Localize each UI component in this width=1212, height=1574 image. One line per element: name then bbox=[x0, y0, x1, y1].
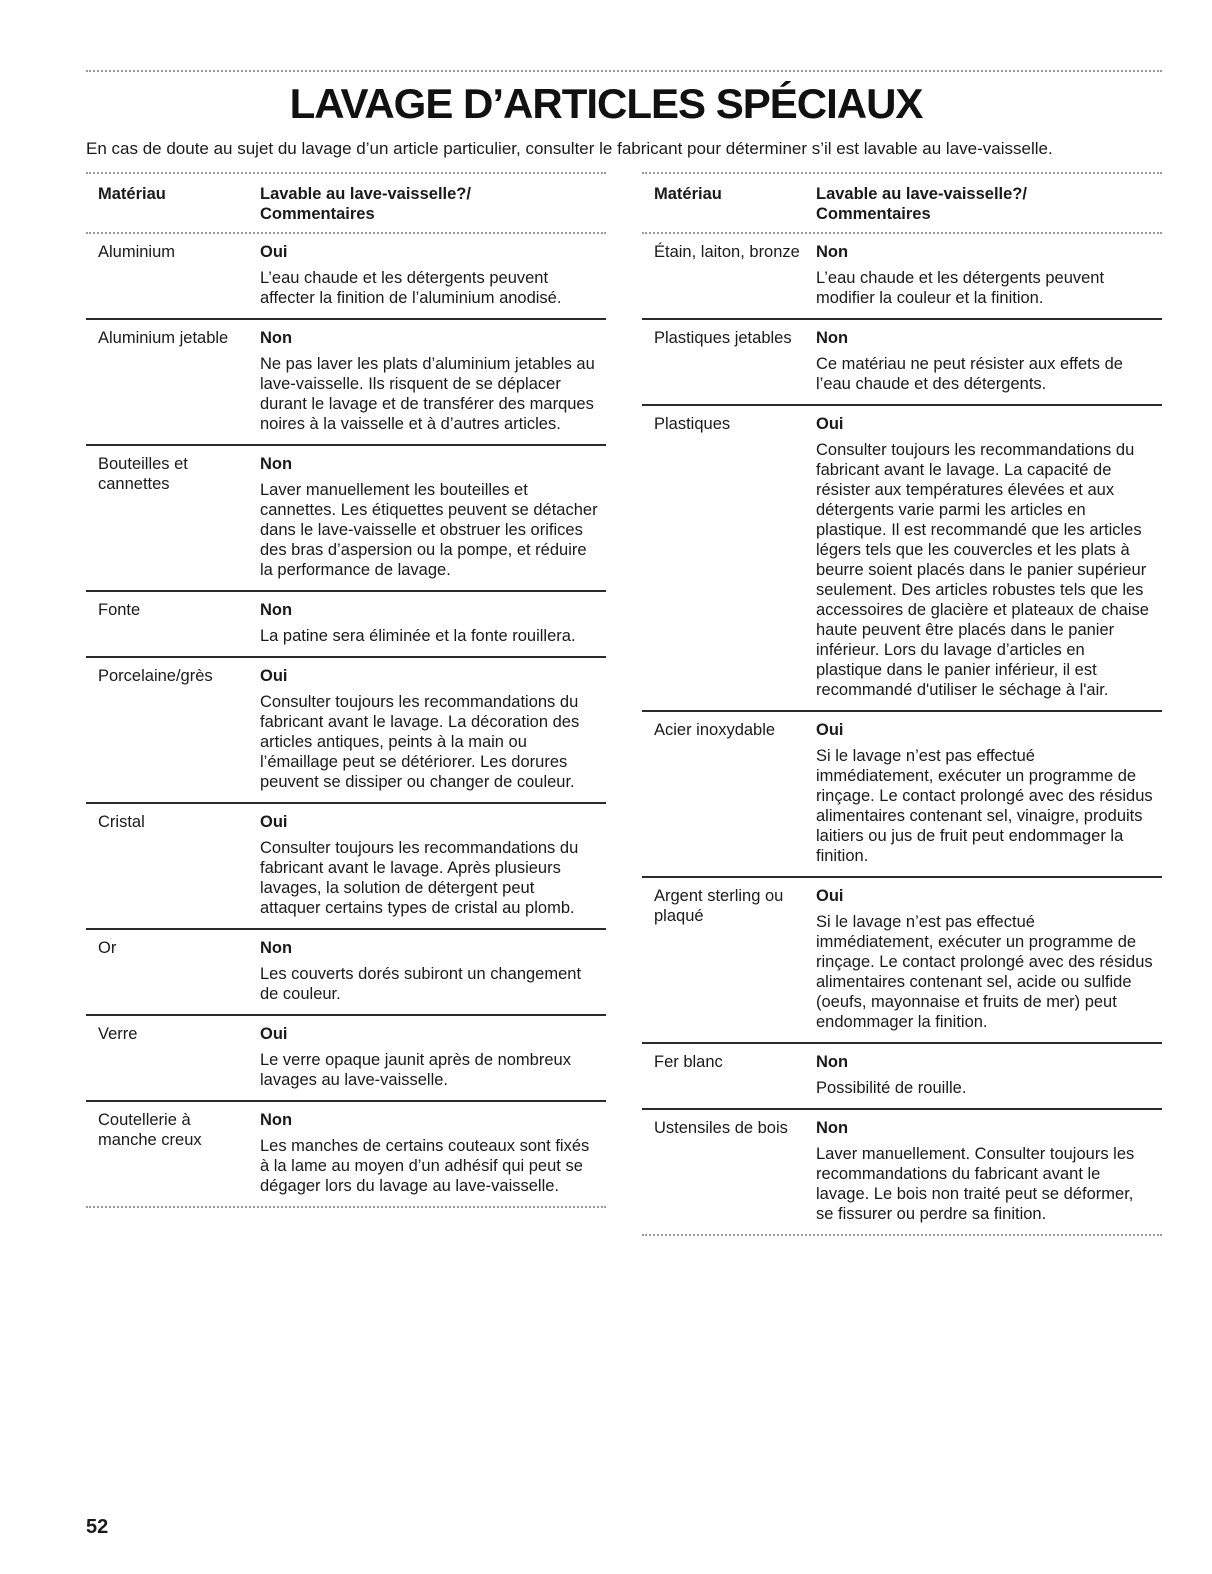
material-cell: Plastiques bbox=[654, 415, 731, 433]
dishwasher-safe-verdict: Oui bbox=[260, 243, 288, 261]
table-header bbox=[86, 172, 606, 234]
material-cell: Aluminium bbox=[98, 243, 176, 261]
table-row bbox=[86, 234, 606, 320]
material-cell: Fer blanc bbox=[654, 1053, 723, 1071]
right-rows bbox=[642, 234, 1162, 1236]
material-cell: Porcelaine/grès bbox=[98, 667, 213, 685]
dishwasher-safe-verdict: Oui bbox=[260, 1025, 288, 1043]
comment-cell bbox=[260, 666, 606, 792]
comment-cell bbox=[816, 720, 1162, 866]
comment-text: Ce matériau ne peut résister aux effets de l’eau chaude et des détergents. bbox=[816, 355, 1123, 393]
material-cell: Cristal bbox=[98, 813, 145, 831]
comment-cell bbox=[260, 812, 606, 918]
table-row bbox=[642, 406, 1162, 712]
material-cell: Bouteilles et cannettes bbox=[98, 455, 188, 493]
table-row bbox=[86, 446, 606, 592]
table-row bbox=[642, 1110, 1162, 1234]
comment-cell bbox=[816, 328, 1162, 394]
table-row bbox=[642, 878, 1162, 1044]
comment-cell bbox=[816, 886, 1162, 1032]
table-row bbox=[642, 320, 1162, 406]
comment-text: Laver manuellement. Consulter toujours les recommandations du fabricant avant le lavage. Le bois non traité peut se déformer, se fissurer ou perdre sa finition. bbox=[816, 1145, 1135, 1223]
header-comment bbox=[260, 184, 606, 224]
left-table bbox=[86, 172, 606, 1208]
table-row bbox=[86, 1016, 606, 1102]
top-divider bbox=[86, 70, 1162, 72]
comment-cell bbox=[260, 328, 606, 434]
header-comment-line2: Commentaires bbox=[816, 205, 931, 223]
comment-text: Consulter toujours les recommandations du fabricant avant le lavage. La décoration des articles antiques, peints à la main ou l’émaillage peut se détériorer. Les dorures peuvent se dissiper ou changer de couleur. bbox=[260, 693, 580, 791]
header-comment-line1: Lavable au lave-vaisselle?/ bbox=[816, 185, 1027, 203]
comment-text: Ne pas laver les plats d’aluminium jetables au lave-vaisselle. Ils risquent de se déplacer durant le lavage et de transférer des marques noires à la vaisselle et à d’autres articles. bbox=[260, 355, 595, 433]
comment-cell bbox=[260, 1110, 606, 1196]
table-row bbox=[86, 804, 606, 930]
comment-cell bbox=[816, 414, 1162, 700]
dishwasher-safe-verdict: Non bbox=[816, 243, 849, 261]
dishwasher-safe-verdict: Non bbox=[260, 601, 293, 619]
material-cell: Étain, laiton, bronze bbox=[654, 243, 800, 261]
material-cell: Verre bbox=[98, 1025, 138, 1043]
comment-cell bbox=[260, 1024, 606, 1090]
material-cell: Or bbox=[98, 939, 117, 957]
dishwasher-safe-verdict: Oui bbox=[816, 415, 844, 433]
material-cell: Acier inoxydable bbox=[654, 721, 776, 739]
comment-text: L’eau chaude et les détergents peuvent modifier la couleur et la finition. bbox=[816, 269, 1105, 307]
dishwasher-safe-verdict: Non bbox=[260, 329, 293, 347]
material-cell: Fonte bbox=[98, 601, 141, 619]
material-cell: Ustensiles de bois bbox=[654, 1119, 788, 1137]
intro-text: En cas de doute au sujet du lavage d’un article particulier, consulter le fabricant pour déterminer s’il est lavable au lave-vaisselle. bbox=[86, 139, 1053, 158]
dishwasher-safe-verdict: Oui bbox=[260, 667, 288, 685]
dishwasher-safe-verdict: Non bbox=[260, 1111, 293, 1129]
material-cell: Aluminium jetable bbox=[98, 329, 229, 347]
header-material: Matériau bbox=[98, 185, 166, 203]
comment-cell bbox=[816, 1118, 1162, 1224]
comment-text: Consulter toujours les recommandations du fabricant avant le lavage. La capacité de résister aux températures élevées et aux détergents varie parmi les articles en plastique. Il est recommandé que les articles légers tels que les couvercles et les plats à beurre soient placés dans le panier supérieur seulement. Des articles robustes tels que les accessoires de glacière et plateaux de chaise haute peuvent être placés dans le panier inférieur. Lors du lavage d’articles en plastique dans le panier inférieur, il est recommandé d'utiliser le séchage à l'air. bbox=[816, 441, 1149, 699]
dishwasher-safe-verdict: Non bbox=[260, 939, 293, 957]
table-header bbox=[642, 172, 1162, 234]
comment-text: Si le lavage n’est pas effectué immédiatement, exécuter un programme de rinçage. Le contact prolongé avec des résidus alimentaires contenant sel, vinaigre, produits laitiers ou jus de fruit peut endommager la finition. bbox=[816, 747, 1153, 865]
header-material: Matériau bbox=[654, 185, 722, 203]
table-row bbox=[86, 930, 606, 1016]
page-title: LAVAGE D’ARTICLES SPÉCIAUX bbox=[289, 80, 923, 127]
header-comment bbox=[816, 184, 1162, 224]
comment-cell bbox=[816, 242, 1162, 308]
comment-text: La patine sera éliminée et la fonte rouillera. bbox=[260, 627, 576, 645]
table-row bbox=[86, 658, 606, 804]
header-comment-line1: Lavable au lave-vaisselle?/ bbox=[260, 185, 471, 203]
material-cell: Plastiques jetables bbox=[654, 329, 792, 347]
table-row bbox=[86, 1102, 606, 1206]
dishwasher-safe-verdict: Non bbox=[816, 1053, 849, 1071]
comment-text: Possibilité de rouille. bbox=[816, 1079, 967, 1097]
dishwasher-safe-verdict: Non bbox=[816, 329, 849, 347]
dishwasher-safe-verdict: Oui bbox=[816, 887, 844, 905]
dishwasher-safe-verdict: Oui bbox=[816, 721, 844, 739]
table-row bbox=[642, 712, 1162, 878]
dishwasher-safe-verdict: Non bbox=[260, 455, 293, 473]
dishwasher-safe-verdict: Oui bbox=[260, 813, 288, 831]
comment-text: Les manches de certains couteaux sont fixés à la lame au moyen d’un adhésif qui peut se dégager lors du lavage au lave-vaisselle. bbox=[260, 1137, 590, 1195]
comment-cell bbox=[260, 454, 606, 580]
comment-cell bbox=[260, 938, 606, 1004]
comment-text: Laver manuellement les bouteilles et cannettes. Les étiquettes peuvent se détacher dans le lave-vaisselle et obstruer les orifices des bras d’aspersion ou la pompe, et réduire la performance de lavage. bbox=[260, 481, 598, 579]
left-rows bbox=[86, 234, 606, 1208]
page-number: 52 bbox=[86, 1516, 109, 1538]
material-cell: Coutellerie à manche creux bbox=[98, 1111, 202, 1149]
comment-text: Si le lavage n’est pas effectué immédiatement, exécuter un programme de rinçage. Le contact prolongé avec des résidus alimentaires contenant sel, acide ou sulfide (oeufs, mayonnaise et fruits de mer) peut endommager la finition. bbox=[816, 913, 1153, 1031]
header-comment-line2: Commentaires bbox=[260, 205, 375, 223]
comment-text: Consulter toujours les recommandations du fabricant avant le lavage. Après plusieurs lavages, la solution de détergent peut attaquer certains types de cristal au plomb. bbox=[260, 839, 579, 917]
comment-text: Les couverts dorés subiront un changement de couleur. bbox=[260, 965, 582, 1003]
dishwasher-safe-verdict: Non bbox=[816, 1119, 849, 1137]
right-table bbox=[642, 172, 1162, 1236]
table-row bbox=[86, 320, 606, 446]
comment-cell bbox=[260, 600, 606, 646]
material-cell: Argent sterling ou plaqué bbox=[654, 887, 784, 925]
comment-cell bbox=[816, 1052, 1162, 1098]
comment-text: Le verre opaque jaunit après de nombreux lavages au lave-vaisselle. bbox=[260, 1051, 571, 1089]
comment-text: L’eau chaude et les détergents peuvent affecter la finition de l’aluminium anodisé. bbox=[260, 269, 562, 307]
table-row bbox=[86, 592, 606, 658]
table-row bbox=[642, 234, 1162, 320]
table-row bbox=[642, 1044, 1162, 1110]
comment-cell bbox=[260, 242, 606, 308]
